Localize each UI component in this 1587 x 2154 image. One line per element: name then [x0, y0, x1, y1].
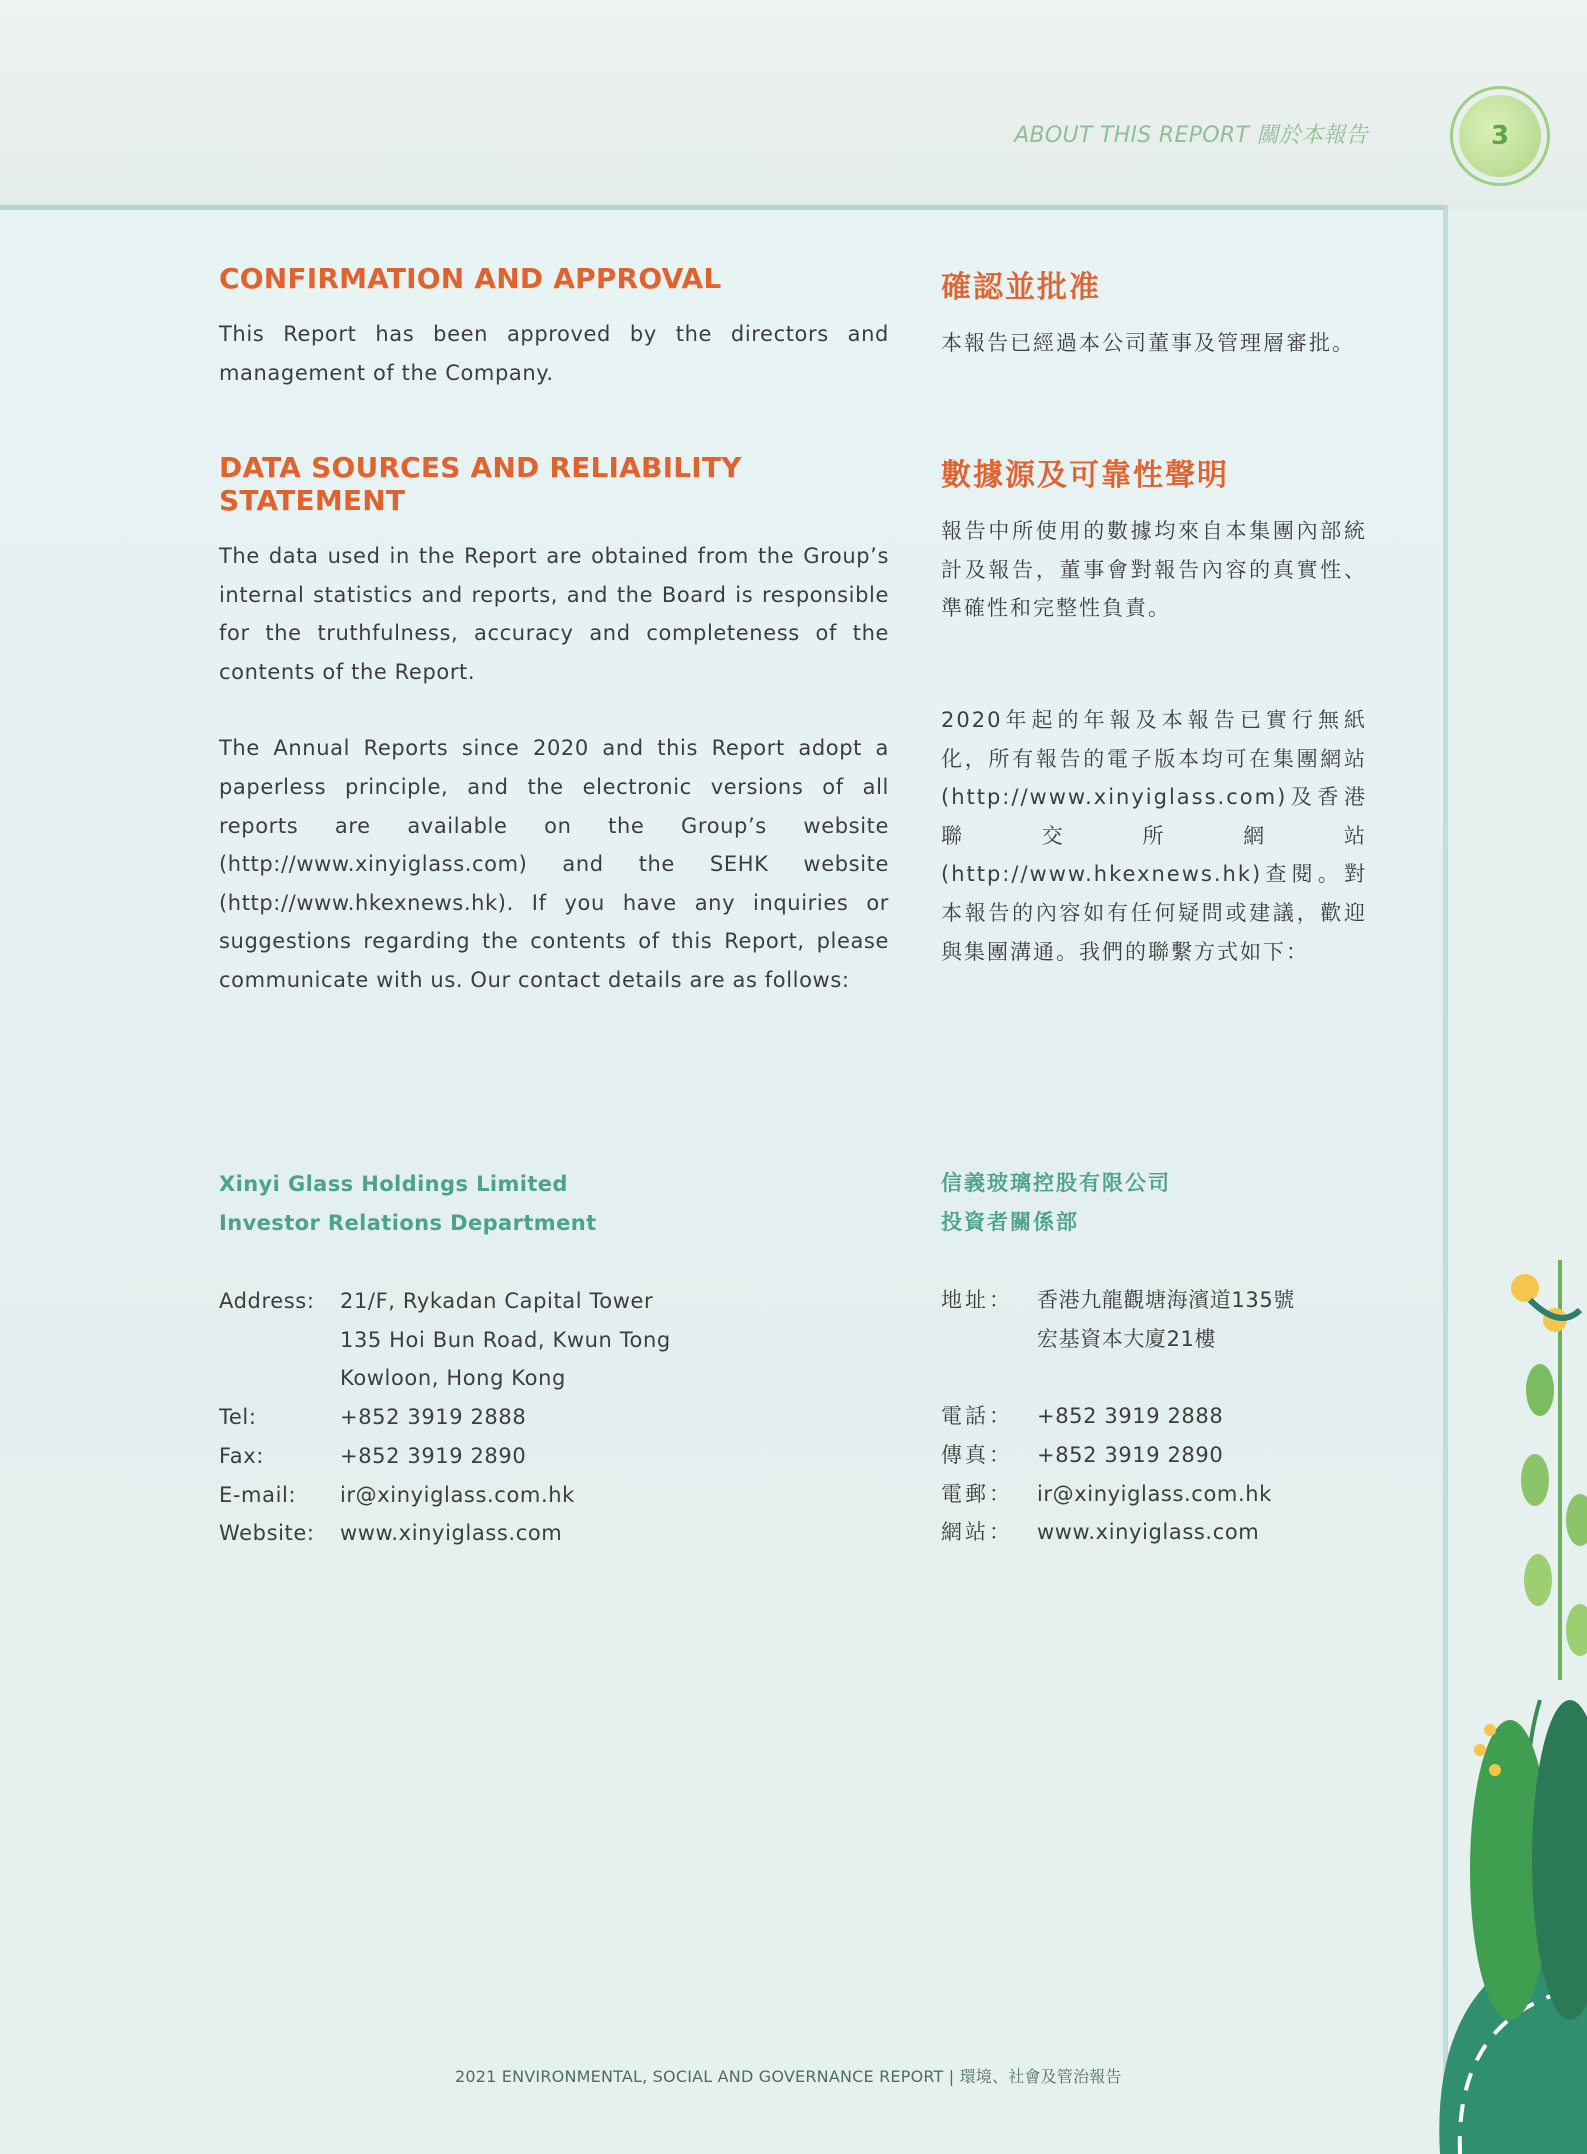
fax-value-zh: +852 3919 2890: [1037, 1442, 1224, 1467]
leaf-small: [1521, 1454, 1549, 1506]
email-value-zh: ir@xinyiglass.com.hk: [1037, 1481, 1272, 1506]
contact-block-zh: [941, 1164, 1367, 1552]
website-label-zh: 網站：: [941, 1520, 1013, 1545]
contact-table-zh: [941, 1281, 1295, 1552]
data-sources-title-en: DATA SOURCES AND RELIABILITY STATEMENT: [219, 451, 742, 517]
address-line: 21/F, Rykadan Capital Tower: [340, 1289, 654, 1313]
page-footer: 2021 ENVIRONMENTAL, SOCIAL AND GOVERNANCE REPORT | 環境、社會及管治報告: [455, 2067, 1122, 2086]
website-label-en: Website:: [219, 1521, 315, 1546]
address-line: 宏基資本大廈21樓: [1037, 1326, 1217, 1351]
section-header: ABOUT THIS REPORT 關於本報告: [1014, 123, 1368, 148]
address-line: 香港九龍觀塘海濱道135號: [1037, 1288, 1295, 1312]
contact-block-en: [219, 1165, 889, 1553]
data-sources-section-zh: [941, 450, 1367, 628]
data-sources-body1-zh: 報告中所使用的數據均來自本集團內部統計及報告，董事會對報告內容的真實性、準確性和完整性負責。: [941, 519, 1367, 621]
leaf-small: [1566, 1494, 1587, 1546]
address-value-zh: [1037, 1281, 1295, 1397]
email-label-zh: 電郵：: [941, 1481, 1013, 1506]
tel-label-en: Tel:: [219, 1405, 257, 1430]
tel-label-zh: 電話：: [941, 1404, 1013, 1429]
flower-bud-icon: [1484, 1724, 1496, 1736]
page-top-background: [0, 0, 1587, 210]
data-sources-body2-en: The Annual Reports since 2020 and this Report adopt a paperless principle, and the electronic versions of all reports are available on the Group’s website (http://www.xinyiglass.com) and the SEHK website (http://www.hkexnews.hk). If you have any inquiries or suggestions regarding the contents of this Report, please communicate with us. Our contact details are as follows:: [219, 736, 889, 992]
address-label-zh: 地址：: [941, 1288, 1013, 1312]
tel-value-zh: +852 3919 2888: [1037, 1404, 1224, 1429]
department-name-en: Investor Relations Department: [219, 1211, 597, 1235]
data-sources-body2-zh-wrap: [941, 701, 1367, 971]
leaf-small: [1566, 1604, 1587, 1656]
contact-table-en: [219, 1282, 671, 1553]
website-value-zh: www.xinyiglass.com: [1037, 1520, 1260, 1545]
page-number: 3: [1459, 95, 1541, 177]
email-value-en: ir@xinyiglass.com.hk: [340, 1482, 575, 1507]
company-name-zh: 信義玻璃控股有限公司: [941, 1171, 1171, 1195]
data-sources-section-en: [219, 451, 889, 1000]
data-sources-body1-en: The data used in the Report are obtained from the Group’s internal statistics and reports, and the Board is responsible for the truthfulness, accuracy and completeness of the contents of the Report.: [219, 544, 889, 684]
email-label-en: E-mail:: [219, 1482, 297, 1507]
data-sources-body2-zh: 2020年起的年報及本報告已實行無紙化，所有報告的電子版本均可在集團網站(http://www.xinyiglass.com)及香港聯交所網站(http://www.hkexnews.hk)查閱。對本報告的內容如有任何疑問或建議，歡迎與集團溝通。我們的聯繫方式如下：: [941, 708, 1367, 964]
address-spacer: [1037, 1358, 1295, 1397]
flower-bud-icon: [1474, 1744, 1486, 1756]
confirmation-body-en: This Report has been approved by the directors and management of the Company.: [219, 322, 889, 385]
website-value-en: www.xinyiglass.com: [340, 1521, 563, 1546]
address-line: 135 Hoi Bun Road, Kwun Tong: [340, 1327, 671, 1352]
company-name-en: Xinyi Glass Holdings Limited: [219, 1172, 568, 1196]
address-value-en: [340, 1282, 671, 1398]
data-sources-title-zh: 數據源及可靠性聲明: [941, 458, 1229, 493]
flower-bud-icon: [1489, 1764, 1501, 1776]
confirmation-title-zh: 確認並批准: [941, 270, 1101, 305]
leaf-small: [1526, 1364, 1554, 1416]
department-name-zh: 投資者關係部: [941, 1210, 1079, 1234]
confirmation-title-en: CONFIRMATION AND APPROVAL: [219, 262, 722, 295]
confirmation-body-zh: 本報告已經過本公司董事及管理層審批。: [941, 331, 1355, 355]
leaf-small: [1524, 1554, 1552, 1606]
address-line: Kowloon, Hong Kong: [340, 1366, 566, 1391]
fax-value-en: +852 3919 2890: [340, 1443, 527, 1468]
flower-icon: [1511, 1274, 1539, 1302]
fax-label-zh: 傳真：: [941, 1442, 1013, 1467]
confirmation-section-zh: [941, 262, 1367, 363]
plant-illustration: [1420, 1220, 1587, 2154]
address-label-en: Address:: [219, 1289, 315, 1313]
fax-label-en: Fax:: [219, 1443, 264, 1468]
confirmation-section-en: [219, 262, 889, 392]
page-number-badge: [1450, 86, 1550, 186]
tel-value-en: +852 3919 2888: [340, 1405, 527, 1430]
